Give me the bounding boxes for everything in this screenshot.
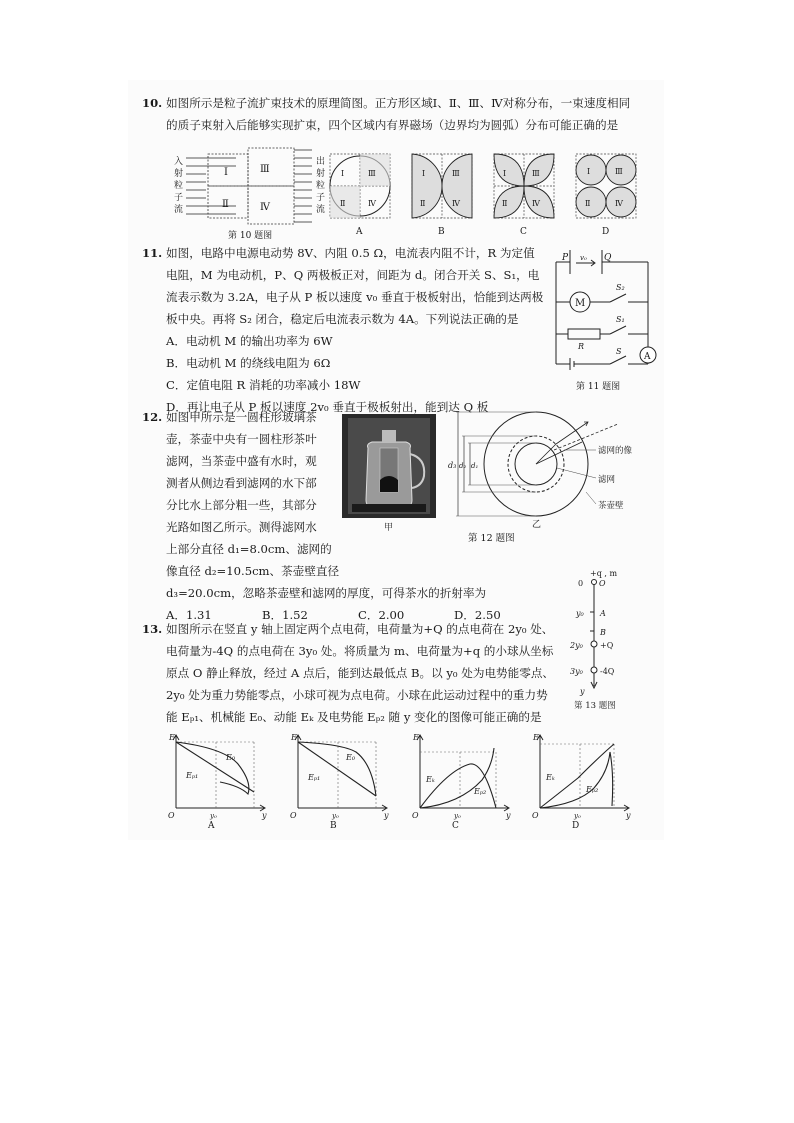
svg-text:Eₚ₁: Eₚ₁ [186, 771, 199, 780]
label-P: P [562, 253, 569, 263]
svg-text:y: y [384, 811, 389, 820]
tick-y0: y₀ [576, 609, 584, 618]
label-v0: v₀ [580, 254, 587, 262]
answer-option-A: A．1.31 [166, 608, 212, 622]
svg-text:Ⅳ: Ⅳ [368, 199, 376, 208]
question-text-line: 测者从侧边看到滤网的水下部 [166, 476, 317, 490]
question-text-line: 板中央。再将 S₂ 闭合，稳定后电流表示数为 4A。下列说法正确的是 [166, 312, 519, 326]
svg-text:Ⅲ: Ⅲ [368, 169, 376, 178]
svg-text:E: E [413, 733, 419, 742]
photo-label-jia: 甲 [384, 523, 394, 533]
svg-text:y: y [626, 811, 631, 820]
answer-option-B: B．1.52 [262, 608, 308, 622]
region-IV [248, 186, 294, 224]
label-d3: d₃ [448, 461, 457, 470]
svg-text:O: O [532, 811, 539, 820]
svg-text:Ⅳ: Ⅳ [452, 199, 460, 208]
graph-label: D [572, 821, 580, 831]
exit-beam-label [316, 155, 325, 215]
question-text-line: d₃=20.0cm，忽略茶壶壁和滤网的厚度，可得茶水的折射率为 [166, 586, 487, 600]
svg-text:Eₚ₂: Eₚ₂ [586, 785, 599, 794]
question-text-line: 流表示数为 3.2A，电子从 P 板以速度 v₀ 垂直于极板射出，恰能到达两极 [166, 290, 544, 304]
question-text-line: 上部分直径 d₁=8.0cm、滤网的 [166, 542, 332, 556]
svg-text:Ⅳ: Ⅳ [532, 199, 540, 208]
region-I-label: Ⅰ [224, 167, 228, 178]
figure-caption: 第 13 题图 [574, 701, 616, 711]
switch-S-label: S [616, 347, 622, 356]
net-label: 滤网 [598, 475, 616, 485]
svg-text:A: A [356, 227, 363, 237]
ammeter-label: A [644, 352, 651, 362]
svg-text:y: y [506, 811, 511, 820]
tick-3y0: 3y₀ [570, 667, 583, 676]
charge-plusQ: +Q [600, 641, 614, 650]
svg-text:B: B [438, 227, 445, 237]
svg-text:E: E [533, 733, 539, 742]
question-number: 13. [142, 622, 163, 636]
svg-text:Ⅰ: Ⅰ [587, 167, 591, 176]
region-I [208, 154, 248, 186]
question-text-line: 电阻，M 为电动机，P、Q 两极板正对，间距为 d。闭合开关 S、S₁，电 [166, 268, 540, 282]
svg-text:粒: 粒 [174, 181, 184, 191]
svg-text:E₀: E₀ [226, 753, 236, 762]
label-B: B [600, 628, 606, 637]
question-text-line: 像直径 d₂=10.5cm、茶壶壁直径 [166, 564, 340, 578]
origin-zero: 0 [578, 579, 584, 588]
question-text-line: 光路如图乙所示。测得滤网水 [166, 520, 317, 534]
label-d1: d₁ [471, 462, 479, 470]
svg-text:子: 子 [174, 193, 184, 203]
region-III [248, 148, 294, 186]
question-text-line: 如图甲所示是一圆柱形玻璃茶 [166, 410, 317, 424]
svg-text:Ⅰ: Ⅰ [341, 169, 345, 178]
question-text-line: 电荷量为-4Q 的点电荷在 3y₀ 处。将质量为 m、电荷量为+q 的小球从坐标 [166, 644, 554, 658]
graph-label: A [208, 821, 215, 831]
answer-option-B: B．电动机 M 的绕线电阻为 6Ω [166, 356, 331, 370]
svg-text:O: O [290, 811, 297, 820]
switch-S2-label: S₂ [616, 283, 625, 292]
wall-label: 茶壶壁 [598, 501, 624, 511]
graph-label: B [330, 821, 337, 831]
axis-y-label: y [580, 687, 585, 696]
svg-text:Ⅱ: Ⅱ [420, 199, 426, 208]
question-text-line: 原点 O 静止释放，经过 A 点后，能到达最低点 B。以 y₀ 处为电势能零点、 [166, 666, 555, 680]
diagram-label-yi: 乙 [532, 520, 542, 530]
graph-option-C [408, 730, 518, 830]
charge-mass-label: +q , m [590, 569, 618, 578]
svg-text:O: O [412, 811, 419, 820]
question-text-line: 壶，茶壶中央有一圆柱形茶叶 [166, 432, 317, 446]
svg-text:y₀: y₀ [574, 812, 581, 820]
svg-text:E: E [169, 733, 175, 742]
figure-11-circuit [540, 246, 662, 394]
image-label: 滤网的像 [598, 446, 633, 456]
svg-text:Ⅱ: Ⅱ [502, 199, 508, 208]
teapot-photo [342, 414, 436, 534]
region-IV-label: Ⅳ [260, 202, 270, 213]
answer-option-C: C．2.00 [358, 608, 405, 622]
label-O: O [599, 579, 606, 588]
label-Q: Q [604, 253, 612, 263]
svg-text:Eₖ: Eₖ [546, 773, 555, 782]
answer-option-D: D．再让电子从 P 板以速度 2v₀ 垂直于极板射出，能到达 Q 板 [166, 400, 489, 414]
curve-Ep1 [176, 742, 254, 792]
question-text-line: 如图，电路中电源电动势 8V、内阻 0.5 Ω，电流表内阻不计，R 为定值 [166, 246, 535, 260]
svg-text:Ⅳ: Ⅳ [615, 199, 623, 208]
graph-label: C [452, 821, 459, 831]
answer-option-A: A．电动机 M 的输出功率为 6W [166, 334, 333, 348]
figure-caption: 第 11 题图 [576, 382, 621, 392]
curve-Ek [420, 764, 496, 808]
svg-text:C: C [520, 227, 527, 237]
question-text-line: 如图所示是粒子流扩束技术的原理简图。正方形区域Ⅰ、Ⅱ、Ⅲ、Ⅳ对称分布，一束速度相同 [166, 96, 631, 110]
svg-text:Ⅱ: Ⅱ [585, 199, 591, 208]
svg-text:Ⅲ: Ⅲ [615, 167, 623, 176]
option-C-figure [494, 154, 554, 237]
switch-S1-label: S₁ [616, 315, 625, 324]
svg-text:y₀: y₀ [332, 812, 339, 820]
tick-2y0: 2y₀ [570, 641, 583, 650]
exit-beam-arrows [294, 150, 312, 222]
graph-option-A [164, 730, 274, 830]
answer-option-D: D．2.50 [454, 608, 501, 622]
svg-text:Eₖ: Eₖ [426, 775, 435, 784]
svg-text:Eₚ₁: Eₚ₁ [308, 773, 321, 782]
answer-option-C: C．定值电阻 R 消耗的功率减小 18W [166, 378, 361, 392]
curve-E0 [176, 742, 249, 794]
svg-text:y: y [262, 811, 267, 820]
light-ray-out [556, 422, 588, 444]
normal-line [536, 442, 582, 464]
svg-text:Ⅰ: Ⅰ [503, 169, 507, 178]
question-text-line: 滤网，当茶壶中盛有水时，观 [166, 454, 317, 468]
svg-text:Ⅲ: Ⅲ [452, 169, 460, 178]
figure-13-axis [564, 562, 648, 710]
question-text-line: 能 Eₚ₁、机械能 E₀、动能 Eₖ 及电势能 Eₚ₂ 随 y 变化的图像可能正确的是 [166, 710, 542, 724]
svg-text:Ⅰ: Ⅰ [422, 169, 426, 178]
svg-text:Eₚ₂: Eₚ₂ [474, 787, 487, 796]
light-ray [536, 444, 556, 464]
svg-text:出: 出 [316, 157, 326, 167]
figure-caption: 第 12 题图 [468, 533, 515, 544]
svg-text:E: E [291, 733, 297, 742]
label-d2: d₂ [459, 462, 467, 470]
svg-text:O: O [168, 811, 175, 820]
svg-text:射: 射 [316, 169, 326, 179]
svg-text:流: 流 [174, 205, 184, 215]
question-text-line: 2y₀ 处为重力势能零点，小球可视为点电荷。小球在此运动过程中的重力势 [166, 688, 548, 702]
svg-text:y₀: y₀ [454, 812, 461, 820]
figure-10 [170, 146, 623, 242]
svg-text:子: 子 [316, 193, 326, 203]
curve-Ep1 [298, 742, 376, 796]
svg-text:E₀: E₀ [346, 753, 356, 762]
svg-text:Ⅱ: Ⅱ [340, 199, 346, 208]
svg-text:D: D [602, 227, 610, 237]
graph-option-D [528, 730, 638, 830]
resistor-label: R [578, 342, 585, 351]
option-A-figure [330, 154, 390, 237]
figure-caption: 第 10 题图 [228, 231, 273, 241]
motor-label: M [575, 298, 586, 309]
question-text-line: 分比水上部分粗一些，其部分 [166, 498, 317, 512]
question-number: 10. [142, 96, 163, 110]
svg-text:射: 射 [174, 169, 184, 179]
region-III-label: Ⅲ [260, 164, 270, 175]
incident-beam-label [174, 155, 183, 215]
label-A: A [600, 609, 606, 618]
question-number: 11. [142, 246, 163, 260]
svg-text:Ⅲ: Ⅲ [532, 169, 540, 178]
svg-text:粒: 粒 [316, 181, 326, 191]
charge-minus4Q: -4Q [600, 667, 615, 676]
option-B-figure [412, 154, 472, 237]
graph-option-B [286, 730, 396, 830]
region-II-label: Ⅱ [222, 199, 229, 210]
question-number: 12. [142, 410, 163, 424]
question-text-line: 的质子束射入后能够实现扩束，四个区域内有界磁场（边界均为圆弧）分布可能正确的是 [166, 118, 619, 132]
svg-text:流: 流 [316, 205, 326, 215]
question-text-line: 如图所示在竖直 y 轴上固定两个点电荷，电荷量为+Q 的点电荷在 2y₀ 处、 [166, 622, 554, 636]
svg-text:y₀: y₀ [210, 812, 217, 820]
svg-text:入: 入 [174, 157, 184, 167]
figure-12-optics [446, 406, 656, 546]
